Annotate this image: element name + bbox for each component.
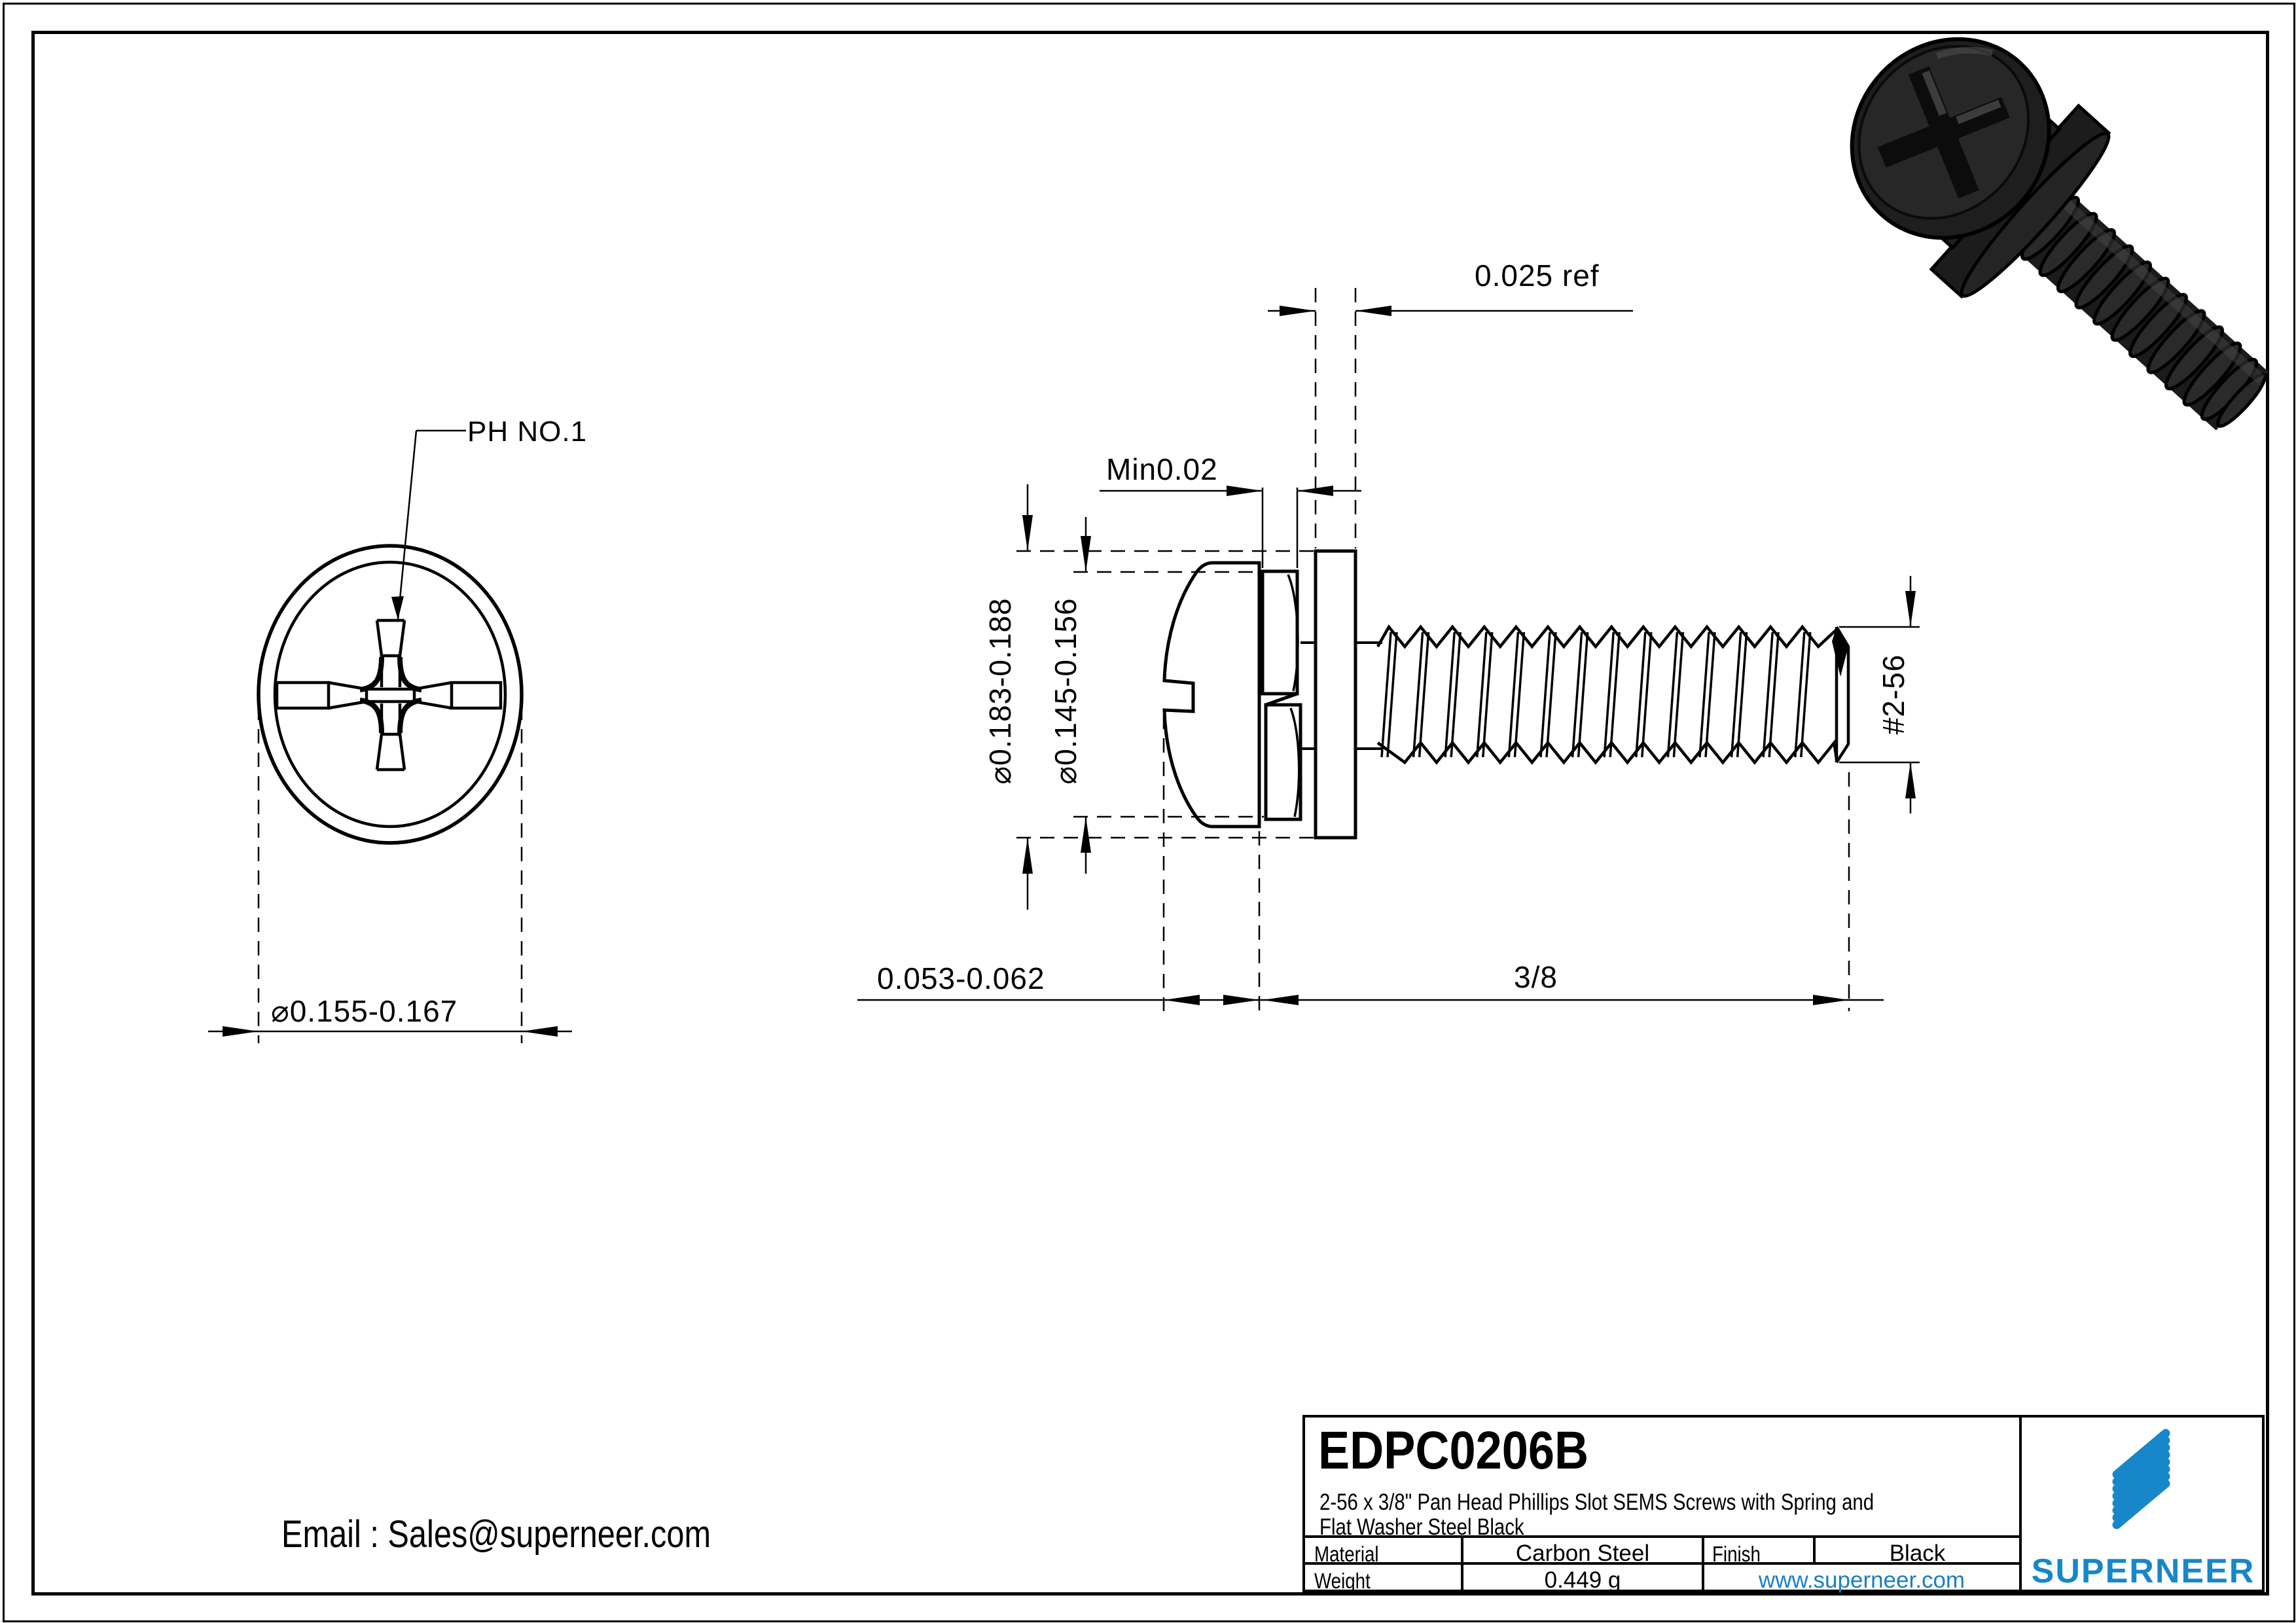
head-diameter-label: ⌀0.155-0.167 [271, 994, 458, 1028]
part-number: EDPC0206B [1318, 1421, 1589, 1480]
ph-leader [391, 431, 466, 620]
ph-number-label: PH NO.1 [467, 416, 588, 448]
slot-recess [277, 683, 501, 708]
weight-value: 0.449 g [1544, 1567, 1621, 1593]
brand-name: SUPERNEER [2031, 1552, 2255, 1590]
shank-stubs [1300, 643, 1382, 749]
reference-lines [1016, 288, 1849, 1011]
bottom-dimension [857, 995, 1884, 1005]
title-block [1302, 1415, 2265, 1592]
thread-size-label: #2-56 [1876, 654, 1910, 735]
contact-email: Email : Sales@superneer.com [281, 1513, 711, 1556]
material-value: Carbon Steel [1515, 1541, 1650, 1566]
phillips-cross [360, 620, 422, 770]
website-link[interactable]: www.superneer.com [1758, 1567, 1965, 1593]
min-spring-label: Min0.02 [1106, 452, 1218, 486]
spring-od-label: ⌀0.145-0.156 [1049, 597, 1083, 785]
head-height-label: 0.053-0.062 [877, 961, 1045, 995]
length-label: 3/8 [1514, 960, 1558, 994]
front-dimension [208, 705, 572, 1043]
thread-profile [1378, 627, 1837, 762]
front-view-head [208, 431, 572, 1043]
material-label: Material [1314, 1542, 1379, 1566]
finish-label: Finish [1712, 1542, 1761, 1566]
finish-value: Black [1889, 1541, 1946, 1566]
washer-thickness-label: 0.025 ref [1475, 259, 1600, 293]
pan-head-profile [1164, 563, 1259, 827]
ref0025-dimension [1268, 306, 1633, 316]
spring-washer [1263, 571, 1300, 819]
min002-dimension [1100, 486, 1361, 568]
screw-3d-render [1804, 0, 2296, 488]
weight-label: Weight [1314, 1569, 1371, 1593]
part-description-line1: 2-56 x 3/8" Pan Head Phillips Slot SEMS Screws with Spring and [1319, 1489, 1874, 1515]
part-description-line2: Flat Washer Steel Black [1319, 1514, 1524, 1540]
washer-od-label: ⌀0.183-0.188 [983, 597, 1017, 785]
flat-washer [1316, 551, 1355, 838]
